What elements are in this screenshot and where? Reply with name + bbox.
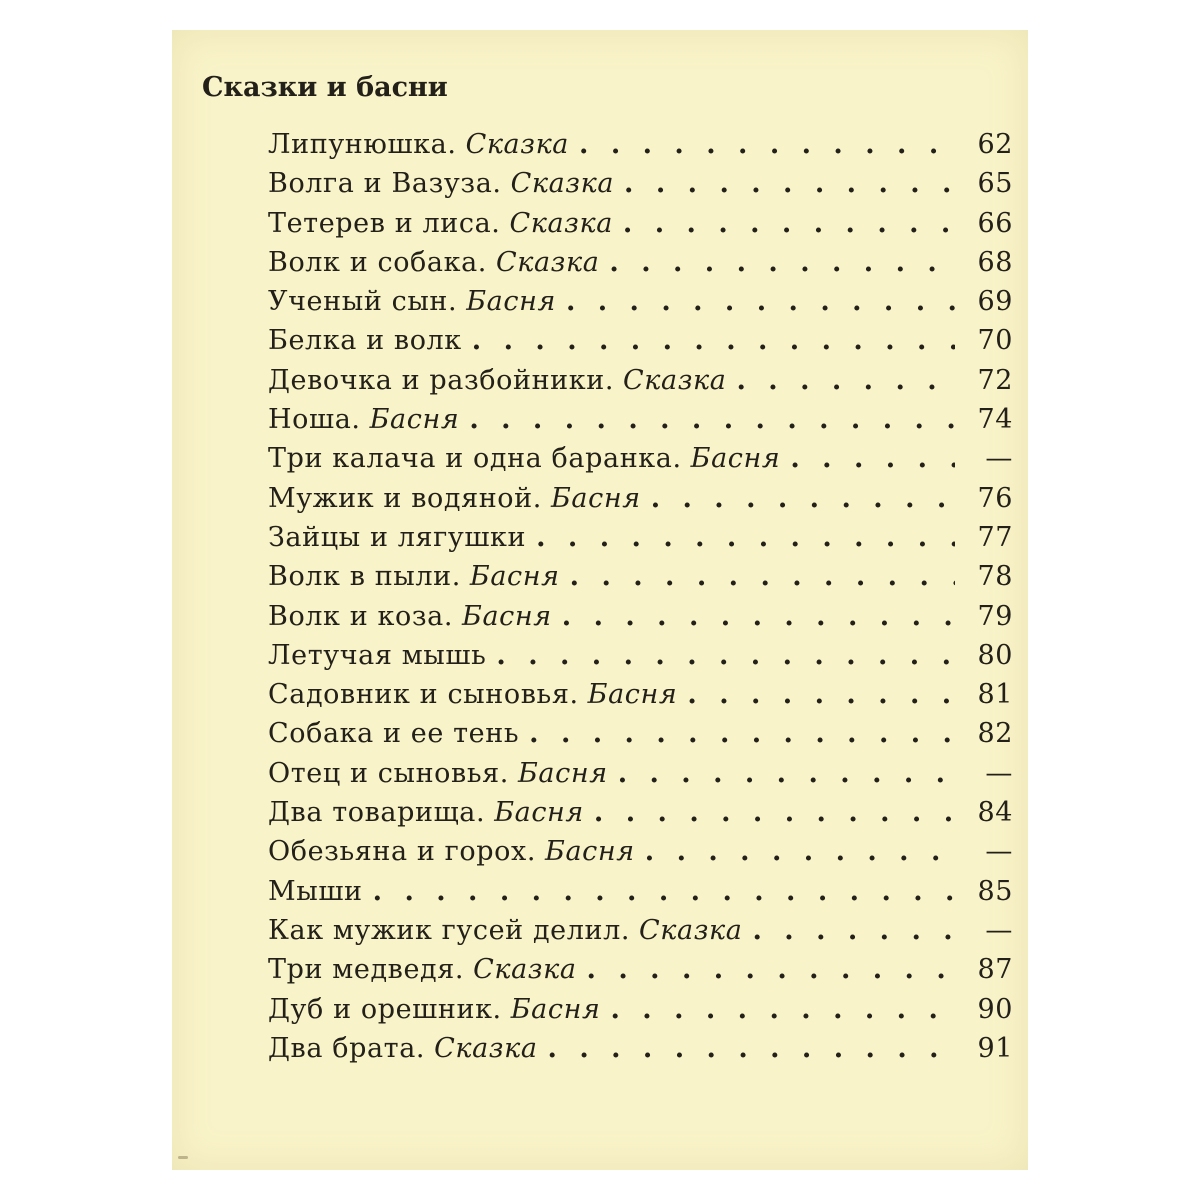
dot-leader: [651, 483, 955, 514]
toc-entry: [268, 168, 1013, 207]
entry-page-number: 82: [977, 718, 1013, 750]
dot-leader: [373, 876, 955, 907]
dot-leader: [469, 404, 955, 435]
toc-entry: [268, 365, 1013, 404]
entry-genre: Басня: [517, 757, 608, 789]
dot-leader: [645, 836, 955, 867]
entry-genre: Сказка: [623, 364, 727, 396]
toc-entry: [268, 404, 1013, 443]
paper-speck: [178, 1156, 188, 1159]
entry-page-number: 65: [977, 168, 1013, 200]
entry-title: Садовник и сыновья.: [268, 679, 579, 711]
entry-title: Как мужик гусей делил.: [268, 914, 631, 946]
entry-page-number: 79: [977, 600, 1013, 632]
entry-genre: Басня: [469, 561, 560, 593]
toc-entry: [268, 876, 1013, 915]
entry-genre: Сказка: [465, 129, 570, 160]
entry-page-number: 62: [977, 129, 1013, 160]
entry-title: Летучая мышь: [268, 639, 487, 671]
entry-title: Ноша.: [268, 404, 361, 436]
entry-page-number: —: [985, 914, 1013, 946]
entry-page-number: 74: [977, 404, 1013, 436]
entry-genre: Басня: [466, 286, 556, 318]
entry-title: Мыши: [268, 875, 363, 907]
entry-title: Волк в пыли.: [268, 561, 461, 593]
entry-title: Волга и Вазуза.: [268, 168, 502, 200]
entry-genre: Басня: [494, 797, 584, 829]
entry-page-number: —: [985, 443, 1013, 475]
entry-genre: Сказка: [639, 914, 743, 946]
entry-page-number: 69: [977, 286, 1013, 318]
dot-leader: [536, 522, 955, 553]
book-page: [172, 30, 1028, 1170]
entry-title: Белка и волк: [268, 325, 462, 357]
dot-leader: [736, 365, 955, 396]
entry-title: Зайцы и лягушки: [268, 521, 527, 553]
entry-title: Обезьяна и горох.: [268, 836, 537, 868]
dot-leader: [618, 758, 955, 789]
entry-title: Мужик и водяной.: [268, 482, 542, 514]
toc-entry: [268, 915, 1013, 954]
toc-entry: [268, 247, 1013, 286]
dot-leader: [610, 994, 955, 1025]
entry-genre: Басня: [369, 404, 460, 436]
entry-page-number: 68: [977, 246, 1013, 278]
entry-title: Ученый сын.: [268, 286, 458, 318]
entry-page-number: 70: [977, 325, 1013, 357]
dot-leader: [790, 443, 955, 474]
entry-page-number: —: [985, 757, 1013, 789]
entry-page-number: —: [985, 836, 1013, 868]
dot-leader: [587, 954, 955, 985]
entry-genre: Сказка: [473, 954, 577, 986]
toc-entry: [268, 483, 1013, 522]
entry-genre: Сказка: [509, 207, 613, 239]
entry-title: Дуб и орешник.: [268, 993, 502, 1025]
entry-page-number: 78: [977, 561, 1013, 593]
section-title: Сказки и басни: [202, 72, 448, 103]
entry-title: Липунюшка.: [268, 129, 457, 160]
entry-title: Два брата.: [268, 1032, 426, 1064]
dot-leader: [548, 1033, 955, 1064]
entry-genre: Сказка: [495, 246, 600, 278]
entry-title: Волк и собака.: [268, 246, 487, 278]
entry-page-number: 85: [977, 875, 1013, 907]
entry-title: Два товарища.: [268, 797, 486, 829]
dot-leader: [752, 915, 955, 946]
entry-page-number: 90: [977, 993, 1013, 1025]
dot-leader: [623, 208, 955, 239]
entry-genre: Сказка: [510, 168, 615, 200]
dot-leader: [594, 797, 955, 828]
toc-entry: [268, 836, 1013, 875]
entry-genre: Басня: [510, 993, 601, 1025]
entry-page-number: 87: [977, 954, 1013, 986]
entry-title: Отец и сыновья.: [268, 757, 509, 789]
entry-genre: Басня: [545, 836, 635, 868]
dot-leader: [529, 718, 955, 749]
entry-title: Волк и коза.: [268, 600, 454, 632]
table-of-contents: [268, 129, 1013, 1072]
entry-page-number: 72: [977, 364, 1013, 396]
dot-leader: [472, 325, 955, 356]
entry-genre: Басня: [587, 679, 678, 711]
entry-title: Три медведя.: [268, 954, 465, 986]
entry-page-number: 84: [977, 797, 1013, 829]
entry-page-number: 77: [977, 521, 1013, 553]
toc-entry: [268, 797, 1013, 836]
entry-genre: Басня: [690, 443, 781, 475]
entry-title: Три калача и одна баранка.: [268, 443, 682, 475]
toc-entry: [268, 561, 1013, 600]
entry-page-number: 81: [977, 679, 1013, 711]
entry-page-number: 66: [977, 207, 1013, 239]
dot-leader: [687, 679, 955, 710]
toc-entry: [268, 443, 1013, 482]
toc-entry: [268, 129, 1013, 168]
toc-entry: [268, 640, 1013, 679]
dot-leader: [566, 286, 955, 317]
toc-entry: [268, 286, 1013, 325]
toc-entry: [268, 1033, 1013, 1072]
toc-entry: [268, 679, 1013, 718]
entry-page-number: 76: [977, 482, 1013, 514]
toc-entry: [268, 994, 1013, 1033]
dot-leader: [562, 601, 955, 632]
entry-page-number: 80: [977, 639, 1013, 671]
toc-entry: [268, 758, 1013, 797]
entry-page-number: 91: [977, 1032, 1013, 1064]
entry-genre: Басня: [462, 600, 552, 632]
entry-title: Девочка и разбойники.: [268, 364, 615, 396]
entry-title: Тетерев и лиса.: [268, 207, 501, 239]
toc-entry: [268, 208, 1013, 247]
dot-leader: [579, 129, 955, 160]
dot-leader: [570, 561, 955, 592]
dot-leader: [496, 640, 955, 671]
toc-entry: [268, 718, 1013, 757]
dot-leader: [624, 168, 955, 199]
toc-entry: [268, 954, 1013, 993]
toc-entry: [268, 601, 1013, 640]
entry-genre: Сказка: [434, 1032, 538, 1064]
entry-title: Собака и ее тень: [268, 718, 520, 750]
toc-entry: [268, 522, 1013, 561]
toc-entry: [268, 325, 1013, 364]
dot-leader: [609, 247, 955, 278]
entry-genre: Басня: [550, 482, 641, 514]
